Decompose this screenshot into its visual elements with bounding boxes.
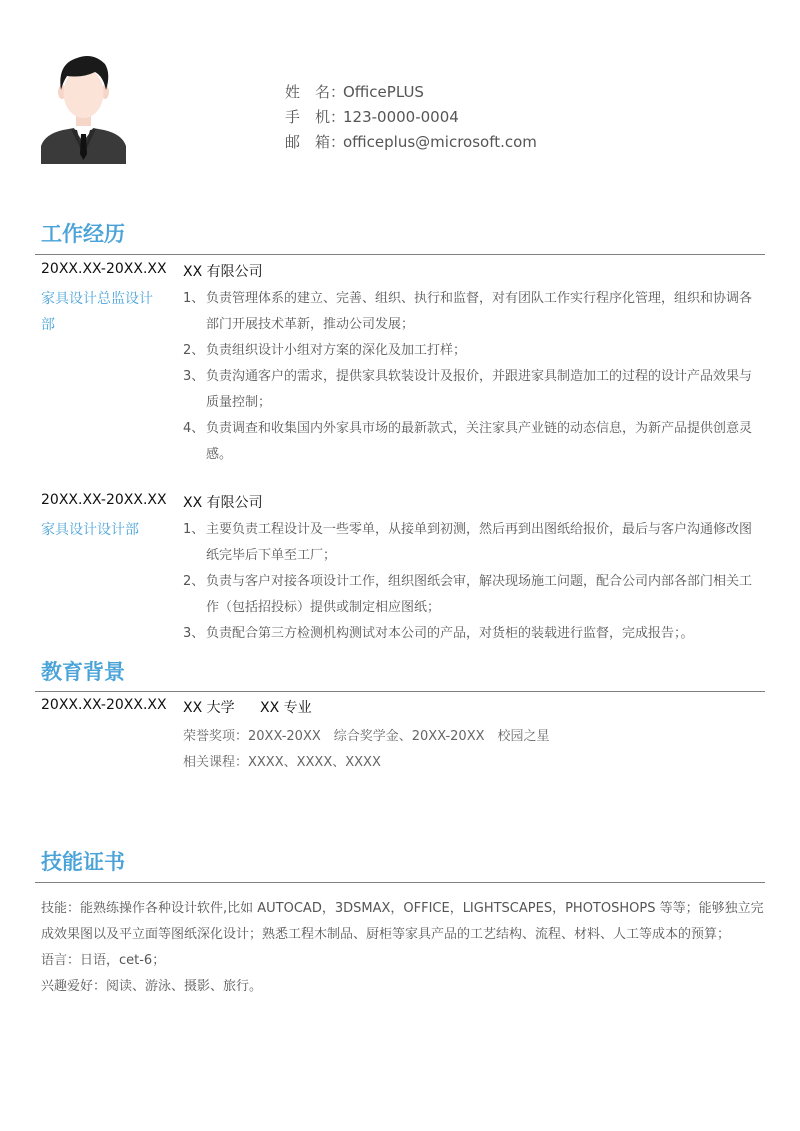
duty-number: 4、 (183, 421, 205, 436)
skills-line: 技能：能熟练操作各种设计软件,比如 AUTOCAD，3DSMAX，OFFICE，LIGHTSCAPES，PHOTOSHOPS 等等；能够独立完成效果图以及平立面等图纸深化设计；熟悉工程木制品、厨柜等家具产品的工艺结构、流程、材料、人工等成本的预算； (41, 901, 764, 942)
job-1-company: XX 有限公司 (183, 264, 263, 280)
job-1-position: 家具设计总监设计部 (41, 291, 153, 333)
phone-row (285, 106, 459, 127)
email-row (285, 131, 537, 152)
duty-number: 1、 (183, 291, 205, 306)
skills-section-title: 技能证书 (41, 850, 125, 874)
job-2-position: 家具设计设计部 (41, 522, 139, 538)
duty-item (183, 569, 763, 621)
duty-number: 2、 (183, 574, 205, 589)
phone-label: 手 机： (285, 108, 346, 126)
duty-number: 3、 (183, 369, 205, 384)
work-section-title: 工作经历 (41, 222, 125, 246)
duty-text: 主要负责工程设计及一些零单，从接单到初测，然后再到出图纸给报价，最后与客户沟通修改图纸完毕后下单至工厂； (206, 522, 753, 563)
duty-number: 2、 (183, 343, 205, 358)
job-2-duties (183, 517, 763, 647)
education-date: 20XX.XX-20XX.XX (41, 697, 167, 713)
email-value: officeplus@microsoft.com (343, 133, 537, 151)
education-school: XX 大学 (183, 700, 235, 716)
name-value: OfficePLUS (343, 83, 424, 101)
duty-text: 负责调查和收集国内外家具市场的最新款式，关注家具产业链的动态信息，为新产品提供创意灵感。 (206, 421, 753, 462)
business-man-avatar-icon (41, 50, 126, 164)
duty-text: 负责沟通客户的需求，提供家具软装设计及报价，并跟进家具制造加工的过程的设计产品效果与质量控制； (206, 369, 753, 410)
education-honors: 荣誉奖项：20XX-20XX 综合奖学金、20XX-20XX 校园之星 (183, 729, 550, 744)
skills-body (41, 896, 765, 1000)
duty-text: 负责管理体系的建立、完善、组织、执行和监督，对有团队工作实行程序化管理，组织和协调各部门开展技术革新，推动公司发展； (206, 291, 753, 332)
work-divider (35, 254, 765, 255)
duty-number: 3、 (183, 626, 205, 641)
duty-item (183, 416, 763, 468)
job-1-date: 20XX.XX-20XX.XX (41, 261, 167, 277)
duty-item (183, 338, 763, 364)
duty-item (183, 621, 763, 647)
duty-text: 负责组织设计小组对方案的深化及加工打样； (206, 343, 467, 358)
hobbies-line: 兴趣爱好：阅读、游泳、摄影、旅行。 (41, 979, 263, 994)
name-row (285, 81, 424, 102)
skills-divider (35, 882, 765, 883)
name-label: 姓 名： (285, 83, 346, 101)
duty-number: 1、 (183, 522, 205, 537)
email-label: 邮 箱： (285, 133, 346, 151)
duty-item (183, 286, 763, 338)
duty-text: 负责与客户对接各项设计工作，组织图纸会审，解决现场施工问题，配合公司内部各部门相关工作（包括招投标）提供或制定相应图纸； (206, 574, 753, 615)
language-line: 语言：日语，cet-6； (41, 953, 166, 968)
education-major: XX 专业 (260, 700, 312, 716)
job-2-company: XX 有限公司 (183, 495, 263, 511)
duty-item (183, 517, 763, 569)
education-divider (35, 691, 765, 692)
education-courses: 相关课程：XXXX、XXXX、XXXX (183, 755, 381, 770)
job-1-duties (183, 286, 763, 468)
education-section-title: 教育背景 (41, 660, 125, 684)
job-2-date: 20XX.XX-20XX.XX (41, 492, 167, 508)
duty-text: 负责配合第三方检测机构测试对本公司的产品，对货柜的装载进行监督，完成报告；。 (206, 626, 694, 641)
phone-value: 123-0000-0004 (343, 108, 459, 126)
duty-item (183, 364, 763, 416)
